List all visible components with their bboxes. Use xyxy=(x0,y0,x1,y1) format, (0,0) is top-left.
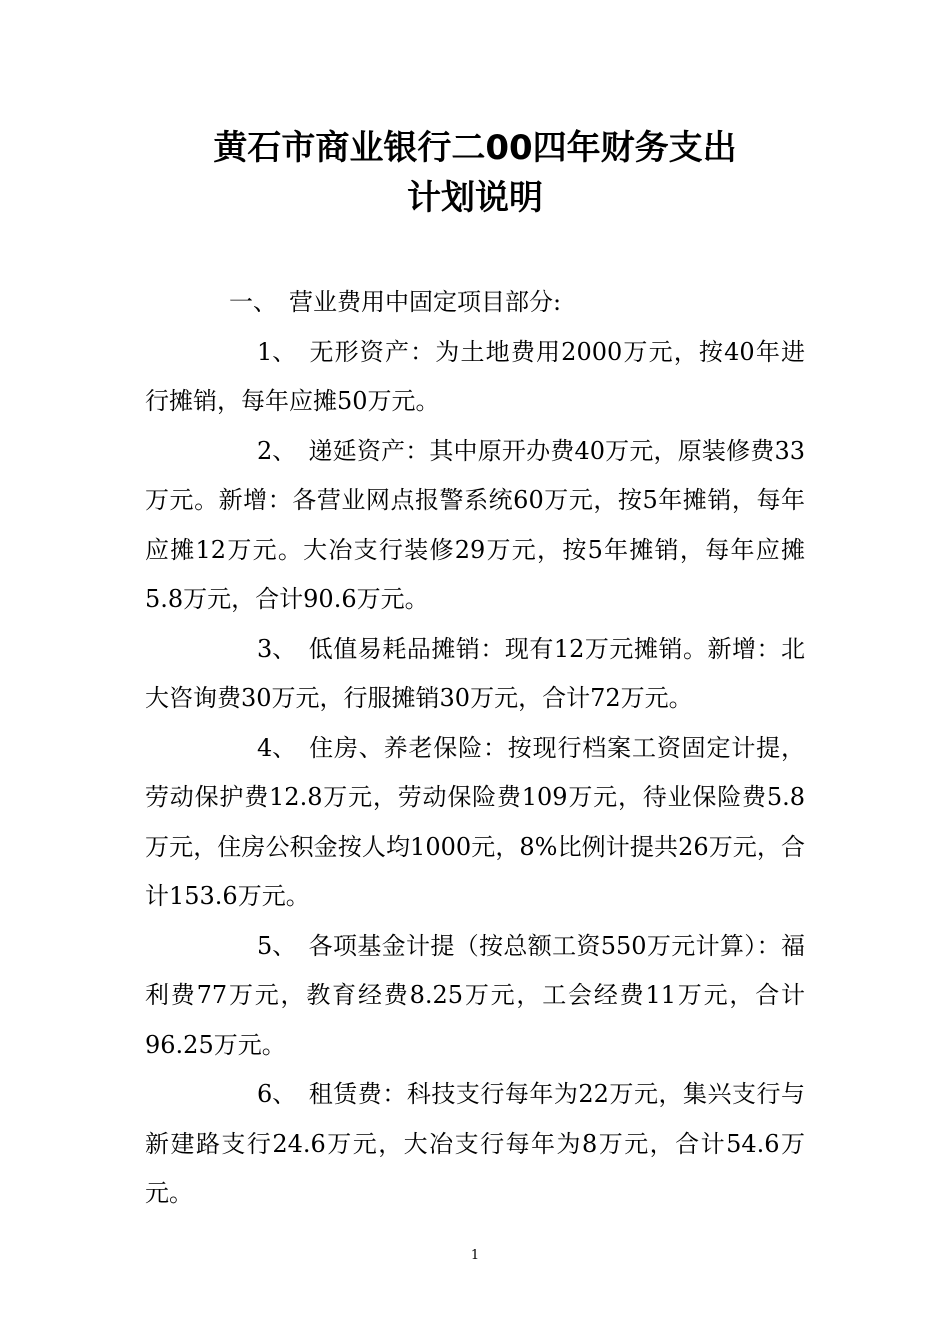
list-item xyxy=(145,922,805,1071)
item-number: 6、 xyxy=(257,1080,297,1108)
item-text: 各项基金计提（按总额工资550万元计算）：福利费77万元，教育经费8.25万元，工会经费11万元，合计96.25万元。 xyxy=(145,931,805,1059)
item-number: 2、 xyxy=(257,436,297,465)
section-number: 一、 xyxy=(229,288,277,316)
item-number: 1、 xyxy=(257,337,297,366)
list-item xyxy=(145,1070,805,1219)
list-item xyxy=(145,625,805,724)
document-title-line1: 黄石市商业银行二00四年财务支出 xyxy=(213,128,737,168)
item-text: 租赁费：科技支行每年为22万元，集兴支行与新建路支行24.6万元，大冶支行每年为8万元，合计54.6万元。 xyxy=(145,1080,805,1207)
section-heading xyxy=(145,278,805,328)
item-text: 低值易耗品摊销：现有12万元摊销。新增：北大咨询费30万元，行服摊销30万元，合计72万元。 xyxy=(145,634,805,712)
list-item xyxy=(145,427,805,625)
item-text: 住房、养老保险：按现行档案工资固定计提，劳动保护费12.8万元，劳动保险费109万元，待业保险费5.8万元，住房公积金按人均1000元，8%比例计提共26万元，合计153.6万元。 xyxy=(145,733,805,910)
page-number: 1 xyxy=(470,1248,480,1263)
list-item xyxy=(145,724,805,922)
item-number: 3、 xyxy=(257,634,297,663)
item-number: 5、 xyxy=(257,931,297,960)
item-text: 递延资产：其中原开办费40万元，原装修费33万元。新增：各营业网点报警系统60万元，按5年摊销，每年应摊12万元。大冶支行装修29万元，按5年摊销，每年应摊5.8万元，合计90.6万元。 xyxy=(145,436,805,613)
document-title-line2: 计划说明 xyxy=(407,178,543,218)
section-heading-text: 营业费用中固定项目部分: xyxy=(289,288,562,316)
list-item xyxy=(145,328,805,427)
item-number: 4、 xyxy=(257,733,297,762)
document-body xyxy=(145,278,805,1219)
item-text: 无形资产：为土地费用2000万元，按40年进行摊销，每年应摊50万元。 xyxy=(145,337,805,415)
